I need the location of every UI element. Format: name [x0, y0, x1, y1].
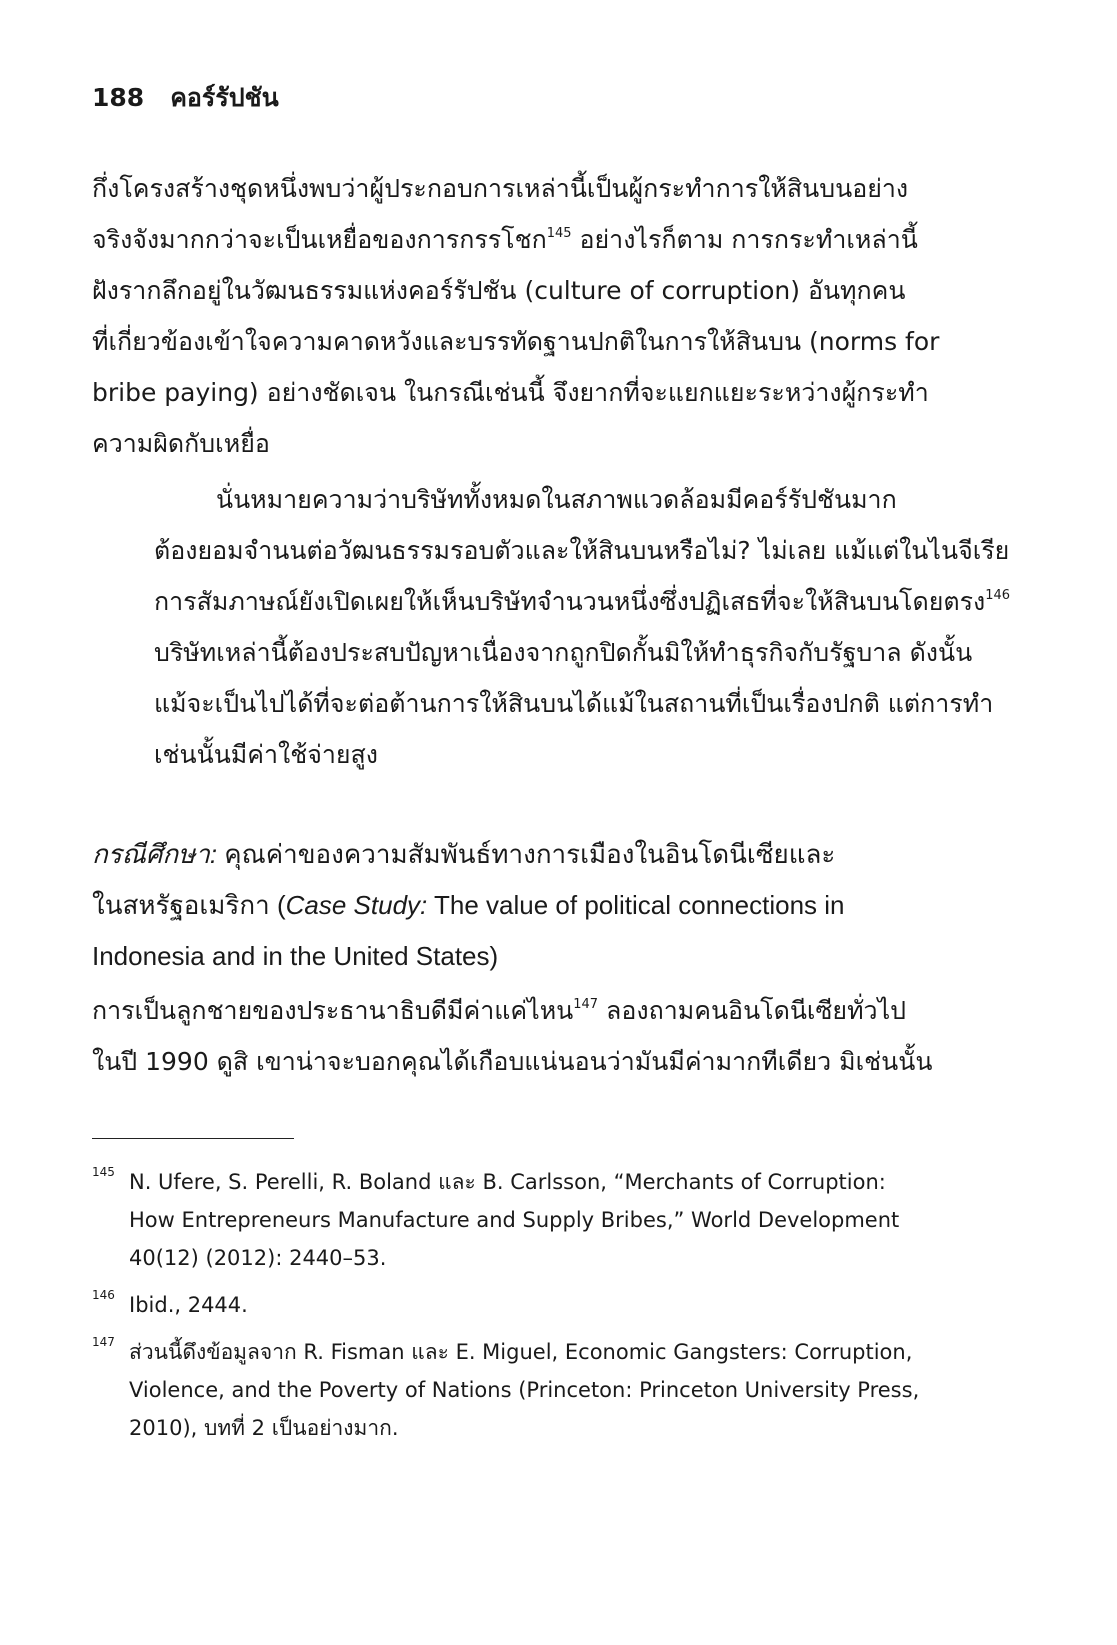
paragraph-line: จริงจังมากกว่าจะเป็นเหยื่อของการกรรโชก$^{145}$ อย่างไรก็ตาม การกระทำเหล่านี้	[92, 225, 918, 254]
heading-line: กรณีศึกษา: คุณค่าของความสัมพันธ์ทางการเมืองในอินโดนีเซียและ	[92, 839, 836, 869]
paragraph-2	[92, 474, 1011, 780]
footnote-145	[92, 1163, 960, 1277]
footnote-146	[92, 1286, 960, 1324]
paragraph-line: บริษัทเหล่านี้ต้องประสบปัญหาเนื่องจากถูกปิดกั้นมิให้ทำธุรกิจกับรัฐบาล ดังนั้น	[154, 638, 973, 667]
paragraph-line: แม้จะเป็นไปได้ที่จะต่อต้านการให้สินบนได้แม้ในสถานที่เป็นเรื่องปกติ แต่การทำ	[154, 689, 994, 718]
paragraph-1	[92, 163, 960, 469]
paragraph-line: การสัมภาษณ์ยังเปิดเผยให้เห็นบริษัทจำนวนหนึ่งซึ่งปฏิเสธที่จะให้สินบนโดยตรง$^{146}$	[154, 587, 1011, 616]
footnote-line: N. Ufere, S. Perelli, R. Boland และ B. Carlsson, “Merchants of Corruption:	[129, 1170, 886, 1194]
book-title: คอร์รัปชัน	[170, 83, 279, 112]
footnote-ref-145: 145	[546, 226, 572, 241]
footnote-ref-146: 146	[985, 588, 1011, 603]
paragraph-line: ฝังรากลึกอยู่ในวัฒนธรรมแห่งคอร์รัปชัน (culture of corruption) อันทุกคน	[92, 276, 906, 305]
heading-line: ในสหรัฐอเมริกา (Case Study: The value of political connections in	[92, 890, 845, 920]
footnote-line: 2010), บทที่ 2 เป็นอย่างมาก.	[129, 1416, 399, 1440]
paragraph-line: นั่นหมายความว่าบริษัททั้งหมดในสภาพแวดล้อมมีคอร์รัปชันมาก	[216, 485, 897, 514]
paragraph-line: เช่นนั้นมีค่าใช้จ่ายสูง	[154, 740, 378, 769]
paragraph-line: ที่เกี่ยวข้องเข้าใจความคาดหวังและบรรทัดฐานปกติในการให้สินบน (norms for	[92, 327, 940, 356]
footnote-number: 146	[92, 1288, 115, 1302]
page-number: 188	[92, 83, 145, 112]
paragraph-line: ความผิดกับเหยื่อ	[92, 429, 270, 458]
paragraph-3	[92, 985, 960, 1087]
footnote-ref-147: 147	[573, 997, 599, 1012]
running-head	[92, 78, 279, 118]
footnote-line: Violence, and the Poverty of Nations (Princeton: Princeton University Press,	[129, 1378, 920, 1402]
paragraph-line: กึ่งโครงสร้างชุดหนึ่งพบว่าผู้ประกอบการเหล่านี้เป็นผู้กระทำการให้สินบนอย่าง	[92, 174, 909, 203]
paragraph-line: ในปี 1990 ดูสิ เขาน่าจะบอกคุณได้เกือบแน่นอนว่ามันมีค่ามากทีเดียว มิเช่นนั้น	[92, 1047, 933, 1076]
paragraph-line: bribe paying) อย่างชัดเจน ในกรณีเช่นนี้ จึงยากที่จะแยกแยะระหว่างผู้กระทำ	[92, 378, 929, 407]
paragraph-line: การเป็นลูกชายของประธานาธิบดีมีค่าแค่ไหน$^{147}$ ลองถามคนอินโดนีเซียทั่วไป	[92, 996, 907, 1025]
footnote-divider	[92, 1138, 294, 1139]
footnote-147	[92, 1333, 960, 1447]
footnote-number: 147	[92, 1335, 115, 1349]
footnote-line: Ibid., 2444.	[129, 1293, 248, 1317]
paragraph-line: ต้องยอมจำนนต่อวัฒนธรรมรอบตัวและให้สินบนหรือไม่? ไม่เลย แม้แต่ในไนจีเรีย	[154, 536, 1010, 565]
case-study-label: กรณีศึกษา:	[92, 839, 218, 869]
footnote-line: ส่วนนี้ดึงข้อมูลจาก R. Fisman และ E. Miguel, Economic Gangsters: Corruption,	[129, 1340, 913, 1364]
footnote-line: 40(12) (2012): 2440–53.	[129, 1246, 387, 1270]
case-study-heading	[92, 829, 972, 982]
footnote-number: 145	[92, 1165, 115, 1179]
heading-line: Indonesia and in the United States)	[92, 941, 499, 971]
footnotes	[92, 1163, 960, 1456]
footnote-line: How Entrepreneurs Manufacture and Supply Bribes,” World Development	[129, 1208, 900, 1232]
